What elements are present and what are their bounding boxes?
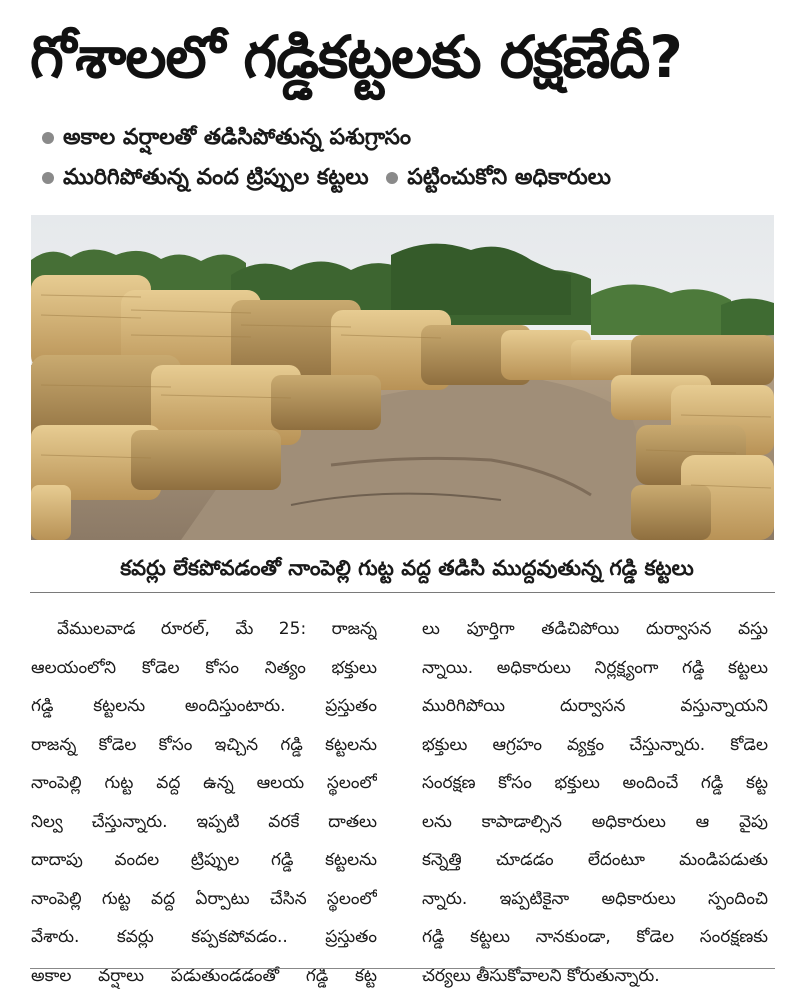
bullet-text: అకాల వర్షాలతో తడిసిపోతున్న పశుగ్రాసం <box>63 125 411 150</box>
article-line: నిల్వ చేస్తున్నారు. ఇప్పటి వరకే దాతలు <box>31 803 377 842</box>
article-column-right <box>422 610 768 995</box>
article-line: చర్యలు తీసుకోవాలని కోరుతున్నారు. <box>422 957 768 995</box>
article-line: గడ్డి కట్టలు నానకుండా, కోడెల సంరక్షణకు <box>422 918 768 957</box>
bullet-dot-icon <box>42 172 54 184</box>
article-column-left <box>31 610 377 995</box>
article-line: లు పూర్తిగా తడిచిపోయి దుర్వాసన వస్తు <box>422 610 768 649</box>
bullet-list <box>38 118 778 198</box>
article-line: నాంపెల్లి గుట్ట వద్ద ఉన్న ఆలయ స్థలంలో <box>31 764 377 803</box>
headline: గోశాలలో గడ్డికట్టలకు రక్షణేదీ? <box>30 14 780 100</box>
bullet-dot-icon <box>386 172 398 184</box>
bullet-text: మురిగిపోతున్న వంద ట్రిప్పుల కట్టలు <box>63 165 369 190</box>
article-line: మురిగిపోయి దుర్వాసన వస్తున్నాయని <box>422 687 768 726</box>
bottom-divider <box>30 968 775 969</box>
article-line: న్నాయి. అధికారులు నిర్లక్ష్యంగా గడ్డి కట్టలు <box>422 649 768 688</box>
hay-bales-photo-illustration <box>31 215 774 540</box>
article-line: లను కాపాడాల్సిన అధికారులు ఆ వైపు <box>422 803 768 842</box>
article-line: భక్తులు ఆగ్రహం వ్యక్తం చేస్తున్నారు. కోడెల <box>422 726 768 765</box>
photo-caption: కవర్లు లేకపోవడంతో నాంపెల్లి గుట్ట వద్ద తడిసి ముద్దవుతున్న గడ్డి కట్టలు <box>62 551 752 585</box>
article-line: నాంపెల్లి గుట్ట వద్ద ఏర్పాటు చేసిన స్థలంలో <box>31 880 377 919</box>
article-line: కన్నెత్తి చూడడం లేదంటూ మండిపడుతు <box>422 841 768 880</box>
article-line: ఆలయంలోని కోడెల కోసం నిత్యం భక్తులు <box>31 649 377 688</box>
article-line: గడ్డి కట్టలను అందిస్తుంటారు. ప్రస్తుతం <box>31 687 377 726</box>
bullet-line-1 <box>38 118 778 158</box>
hay-bales-photo <box>31 215 774 540</box>
bullet-dot-icon <box>42 132 54 144</box>
article-line: సంరక్షణ కోసం భక్తులు అందించే గడ్డి కట్ట <box>422 764 768 803</box>
article-line: వేశారు. కవర్లు కప్పకపోవడం.. ప్రస్తుతం <box>31 918 377 957</box>
bullet-line-2 <box>38 158 778 198</box>
article-line: దాదాపు వందల ట్రిప్పుల గడ్డి కట్టలను <box>31 841 377 880</box>
article-line: అకాల వర్షాలు పడుతుండడంతో గడ్డి కట్ట <box>31 957 377 995</box>
article-line: రాజన్న కోడెల కోసం ఇచ్చిన గడ్డి కట్టలను <box>31 726 377 765</box>
article-line: వేములవాడ రూరల్, మే 25: రాజన్న <box>31 610 377 649</box>
caption-divider <box>30 592 775 593</box>
article-line: న్నారు. ఇప్పటికైనా అధికారులు స్పందించి <box>422 880 768 919</box>
bullet-text: పట్టించుకోని అధికారులు <box>407 165 611 190</box>
